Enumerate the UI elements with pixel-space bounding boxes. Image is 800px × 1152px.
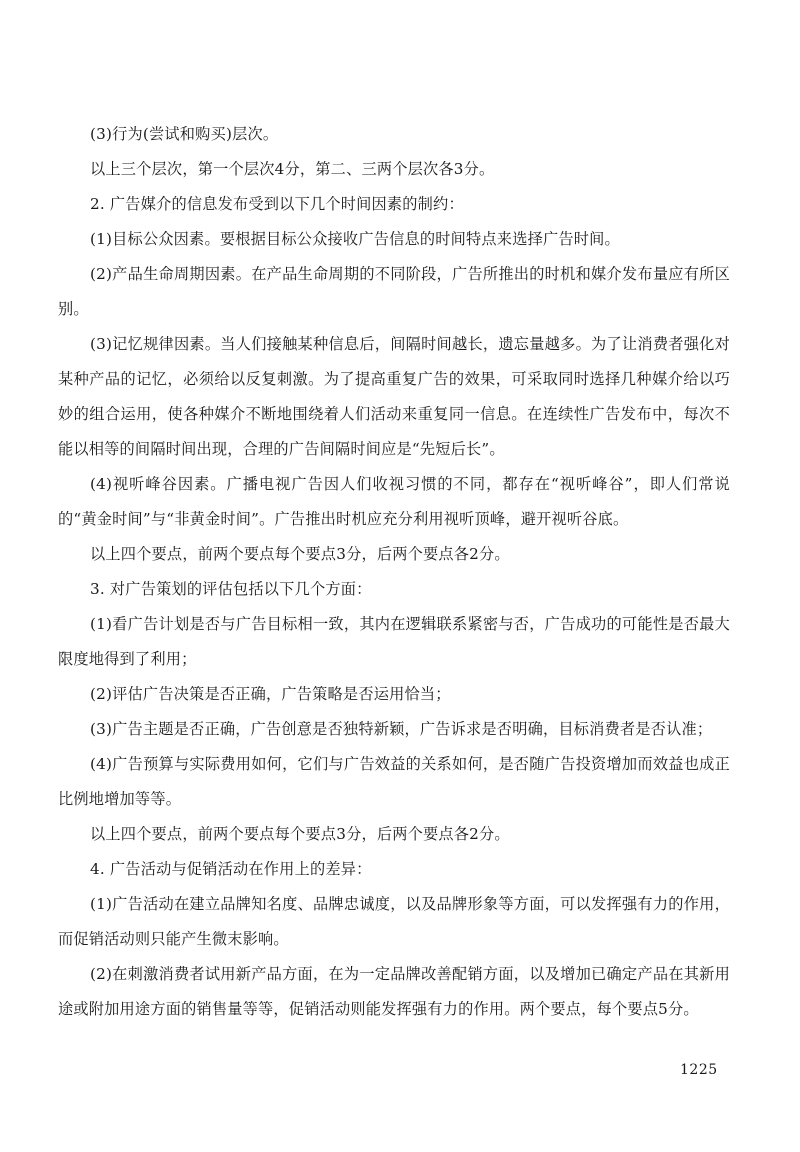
scoring-note: 以上四个要点，前两个要点每个要点3分，后两个要点各2分。: [90, 825, 510, 843]
paragraph: (3)记忆规律因素。当人们接触某种信息后，间隔时间越长，遗忘量越多。为了让消费者强化对某种产品的记忆，必须给以反复刺激。为了提高重复广告的效果，可采取同时选择几种媒介给以巧妙的组合运用，使各种媒介不断地围绕着人们活动来重复同一信息。在连续性广告发布中，每次不能以相等的间隔时间出现，合理的广告间隔时间应是“先短后长”。: [58, 335, 730, 458]
paragraph: (4)视听峰谷因素。广播电视广告因人们收视习惯的不同，都存在“视听峰谷”，即人们常说的“黄金时间”与“非黄金时间”。广告推出时机应充分利用视听顶峰，避开视听谷底。: [58, 475, 730, 528]
paragraph: (4)广告预算与实际费用如何，它们与广告效益的关系如何，是否随广告投资增加而效益也成正比例地增加等等。: [58, 755, 730, 808]
paragraph: (1)看广告计划是否与广告目标相一致，其内在逻辑联系紧密与否，广告成功的可能性是否最大限度地得到了利用；: [58, 615, 730, 668]
paragraph: (2)在刺激消费者试用新产品方面，在为一定品牌改善配销方面，以及增加已确定产品在其新用途或附加用途方面的销售量等等，促销活动则能发挥强有力的作用。两个要点，每个要点5分。: [58, 965, 730, 1018]
document-body: [58, 117, 730, 1027]
scoring-note: 以上四个要点，前两个要点每个要点3分，后两个要点各2分。: [90, 545, 510, 563]
paragraph: (2)产品生命周期因素。在产品生命周期的不同阶段，广告所推出的时机和媒介发布量应有所区别。: [58, 265, 730, 318]
page-number: 1225: [680, 1062, 718, 1078]
paragraph: (3)广告主题是否正确，广告创意是否独特新颖，广告诉求是否明确，目标消费者是否认准；: [90, 720, 713, 738]
section-heading: 4. 广告活动与促销活动在作用上的差异：: [90, 860, 372, 878]
paragraph: (1)广告活动在建立品牌知名度、品牌忠诚度，以及品牌形象等方面，可以发挥强有力的作用，而促销活动则只能产生微末影响。: [58, 895, 730, 948]
paragraph: (2)评估广告决策是否正确，广告策略是否运用恰当；: [90, 685, 451, 703]
paragraph: (3)行为(尝试和购买)层次。: [90, 125, 279, 143]
section-heading: 3. 对广告策划的评估包括以下几个方面：: [90, 580, 372, 598]
section-heading: 2. 广告媒介的信息发布受到以下几个时间因素的制约：: [90, 195, 464, 213]
paragraph: 以上三个层次，第一个层次4分，第二、三两个层次各3分。: [90, 160, 495, 178]
paragraph: (1)目标公众因素。要根据目标公众接收广告信息的时间特点来选择广告时间。: [90, 230, 620, 248]
